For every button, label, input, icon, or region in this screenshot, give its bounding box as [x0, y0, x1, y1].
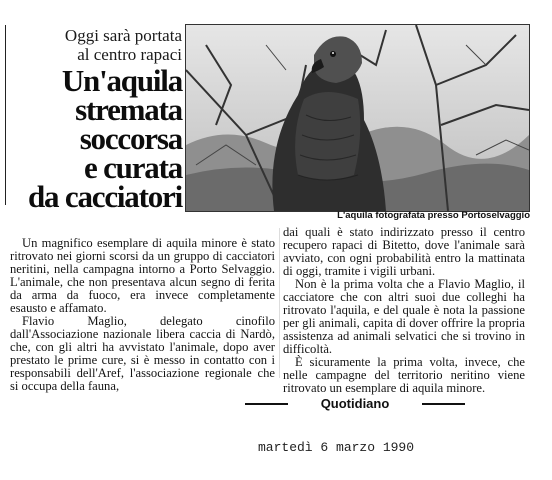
column-divider	[279, 228, 280, 378]
headline-block	[10, 26, 182, 214]
source-masthead	[245, 396, 465, 412]
paragraph: È sicuramente la prima volta, invece, che nelle campagne del territorio neritino viene ritrovato un esemplare di aquila minore.	[283, 355, 525, 395]
paragraph: Non è la prima volta che a Flavio Maglio, il cacciatore che con altri suoi due colleghi ha ritrovato l'aquila, e del quale è nota la passione per gli animali, capita di dover offrire la propria assistenza ad animali selvatici che si trovino in difficoltà.	[283, 277, 525, 356]
paragraph: Un magnifico esemplare di aquila minore è stato ritrovato nei giorni scorsi da un gruppo di cacciatori neritini, nella campagna intorno a Porto Selvaggio. L'animale, che non presentava alcun segno di ferita da arma da fuoco, era invece completamente esausto e affamato.	[10, 236, 275, 315]
headline-line: Un'aquila	[61, 63, 182, 98]
publication-date: martedì 6 marzo 1990	[258, 440, 415, 455]
eagle-photo-image	[186, 25, 529, 211]
eagle-photo	[185, 24, 530, 212]
headline-line: soccorsa	[79, 121, 182, 156]
left-rule	[5, 25, 6, 205]
headline	[10, 63, 182, 214]
paragraph: dai quali è stato indirizzato presso il centro recupero rapaci di Bitetto, dove l'animale sarà avviato, con ogni probabilità entro la mattinata di oggi, tramite i vigili urbani.	[283, 225, 525, 278]
kicker-line: Oggi sarà portata	[64, 26, 182, 45]
kicker	[10, 26, 182, 64]
paragraph: Flavio Maglio, delegato cinofilo dall'Associazione nazionale libera caccia di Nardò, che, con gli altri ha avvistato l'animale, dopo aver prestato le prime cure, si è messo in contatto con i responsabili dell'Aref, l'associazione regionale che si occupa della fauna,	[10, 314, 275, 393]
photo-caption: L'aquila fotografata presso Portoselvaggio	[337, 210, 530, 221]
headline-line: da cacciatori	[28, 179, 182, 214]
source-rule-right	[422, 403, 465, 405]
source-rule-left	[245, 403, 288, 405]
article-column-2	[283, 226, 525, 395]
article-column-1	[10, 237, 275, 393]
headline-line: e curata	[84, 150, 182, 185]
source-name: Quotidiano	[320, 396, 390, 411]
headline-line: stremata	[75, 92, 182, 127]
kicker-line: al centro rapaci	[77, 45, 182, 64]
